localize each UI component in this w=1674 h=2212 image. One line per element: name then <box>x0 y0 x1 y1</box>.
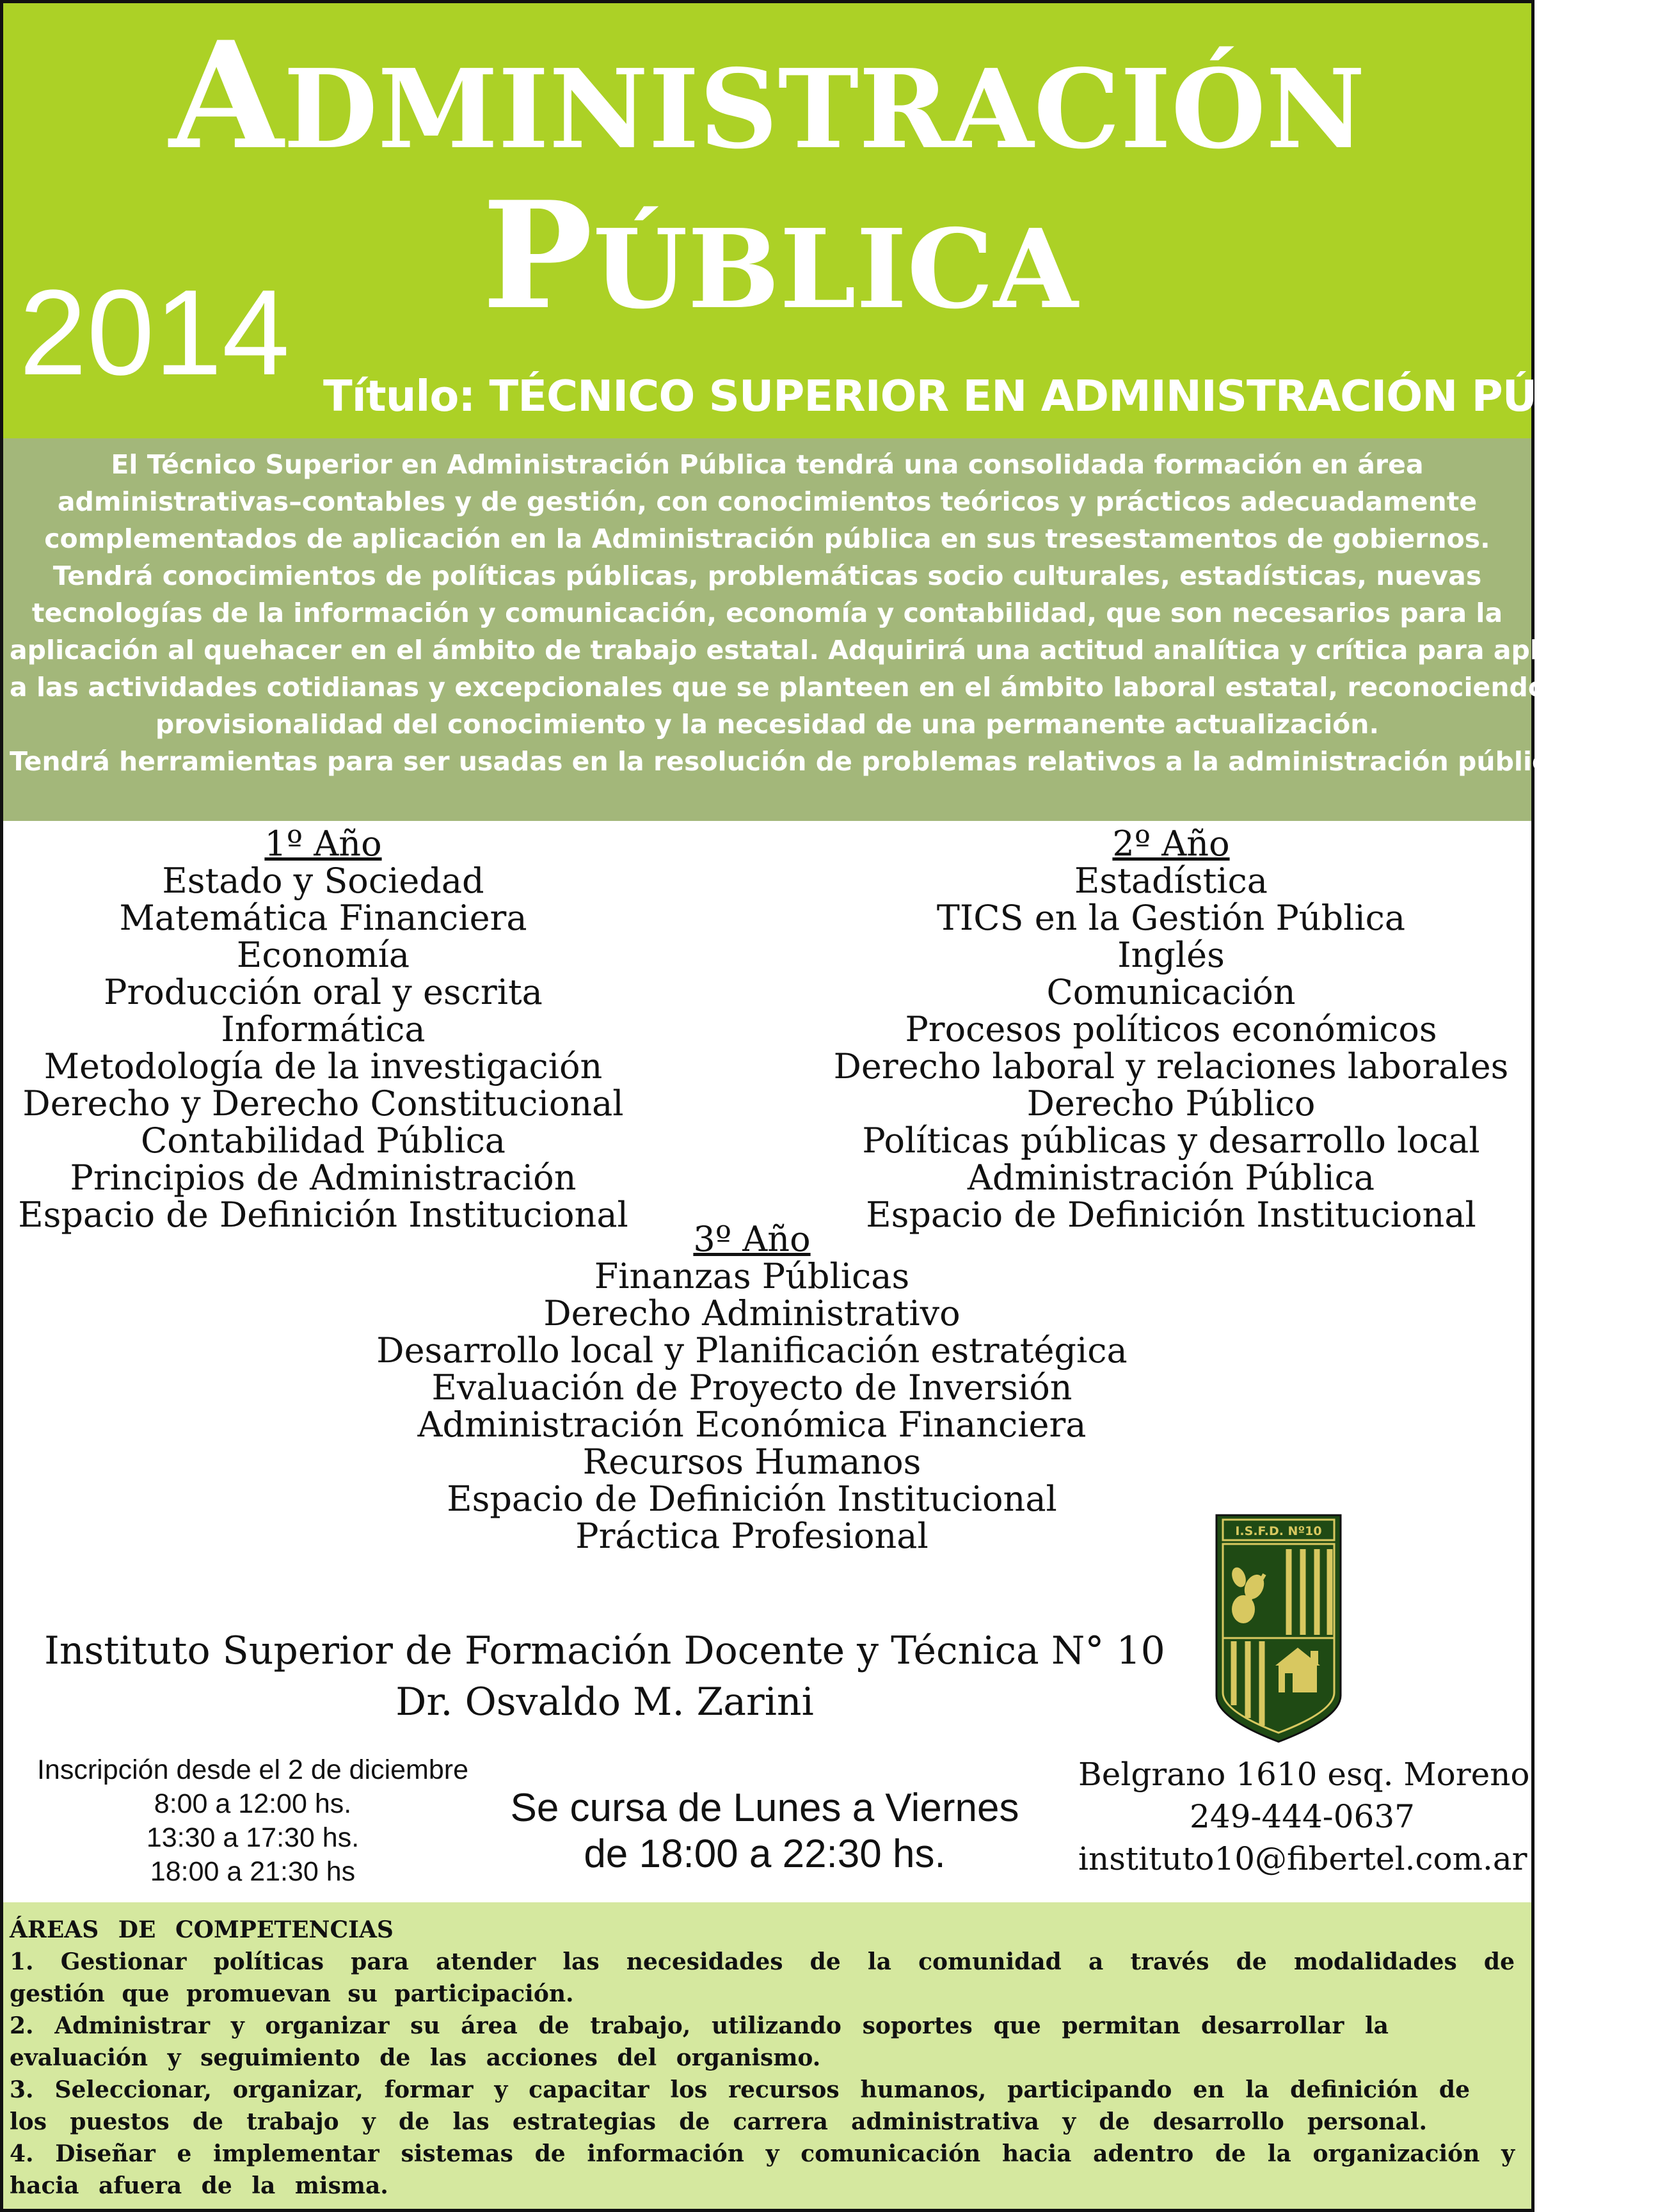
description-line: provisionalidad del conocimiento y la necesidad de una permanente actualización. <box>155 709 1380 740</box>
subject-item: Estadística <box>1074 861 1268 901</box>
competency-line: 3. Seleccionar, organizar, formar y capacitar los recursos humanos, participando en la definición de <box>10 2076 1470 2103</box>
inscription-line: 13:30 a 17:30 hs. <box>146 1822 360 1853</box>
competencies-heading: ÁREAS DE COMPETENCIAS <box>10 1916 394 1943</box>
schedule-days: Se cursa de Lunes a Viernes <box>510 1786 1019 1830</box>
inscription-line: Inscripción desde el 2 de diciembre <box>36 1754 469 1785</box>
schedule-hours: de 18:00 a 22:30 hs. <box>584 1832 946 1876</box>
contact-phone: 249-444-0637 <box>1190 1798 1415 1835</box>
subject-item: Espacio de Definición Institucional <box>18 1195 628 1235</box>
second-year-subjects <box>816 825 1526 1234</box>
institute-crest-icon <box>1215 1513 1343 1744</box>
subject-item: Recursos Humanos <box>582 1442 921 1482</box>
competency-line: gestión que promuevan su participación. <box>10 1980 574 2007</box>
inscription-line: 8:00 a 12:00 hs. <box>154 1788 352 1819</box>
subject-item: Matemática Financiera <box>119 898 527 938</box>
subject-item: Comunicación <box>1046 972 1296 1012</box>
title-text-2: PÚBLICA <box>482 170 1078 342</box>
subject-item: Principios de Administración <box>70 1158 577 1198</box>
subject-item: Políticas públicas y desarrollo local <box>862 1120 1480 1161</box>
description-line: El Técnico Superior en Administración Pública tendrá una consolidada formación en área <box>111 449 1424 480</box>
inscription-line: 18:00 a 21:30 hs <box>150 1856 356 1887</box>
subject-item: Espacio de Definición Institucional <box>866 1195 1476 1235</box>
subject-item: Inglés <box>1117 935 1225 975</box>
second-year-heading: 2º Año <box>1112 824 1230 864</box>
competency-line: 4. Diseñar e implementar sistemas de información y comunicación hacia adentro de la organización y <box>10 2140 1515 2167</box>
subject-item: Práctica Profesional <box>575 1516 929 1556</box>
subject-item: Derecho y Derecho Constitucional <box>22 1083 624 1124</box>
subject-item: Evaluación de Proyecto de Inversión <box>431 1367 1072 1408</box>
contact-block <box>1078 1753 1530 1880</box>
competency-line: 1. Gestionar políticas para atender las necesidades de la comunidad a través de modalidades de <box>10 1948 1515 1975</box>
subject-item: Derecho Público <box>1026 1083 1316 1124</box>
subject-item: Estado y Sociedad <box>162 861 484 901</box>
subject-item: Derecho Administrativo <box>543 1293 961 1333</box>
subject-item: Contabilidad Pública <box>140 1120 506 1161</box>
subject-item: Producción oral y escrita <box>104 972 543 1012</box>
year: 2014 <box>19 265 290 401</box>
institute-person: Dr. Osvaldo M. Zarini <box>395 1680 814 1724</box>
subject-item: Desarrollo local y Planificación estratégica <box>376 1330 1128 1371</box>
description-line: administrativas–contables y de gestión, con conocimientos teóricos y prácticos adecuadamente <box>57 486 1478 517</box>
inscription-block <box>10 1753 496 1889</box>
description-line: complementados de aplicación en la Administración pública en sus tresestamentos de gobiernos. <box>44 523 1490 554</box>
competency-line: 2. Administrar y organizar su área de trabajo, utilizando soportes que permitan desarrollar la <box>10 2012 1389 2039</box>
header-banner <box>3 3 1674 438</box>
third-year-heading: 3º Año <box>693 1219 811 1259</box>
subject-item: Administración Económica Financiera <box>417 1404 1087 1445</box>
subject-item: Finanzas Públicas <box>594 1256 910 1296</box>
crest-shield <box>1216 1515 1341 1742</box>
first-year-heading: 1º Año <box>264 824 382 864</box>
subject-item: Administración Pública <box>967 1158 1375 1198</box>
schedule-block <box>483 1785 1046 1877</box>
first-year-subjects <box>3 825 643 1234</box>
description-line: tecnologías de la información y comunicación, economía y contabilidad, que son necesarios para la <box>31 598 1503 628</box>
subject-item: Informática <box>221 1009 426 1049</box>
third-year-subjects <box>298 1221 1206 1555</box>
subject-item: Economía <box>236 935 410 975</box>
degree-title: Título: TÉCNICO SUPERIOR EN ADMINISTRACIÓN PÚBLICA <box>323 371 1674 421</box>
subject-item: Derecho laboral y relaciones laborales <box>833 1046 1509 1086</box>
subject-item: Metodología de la investigación <box>44 1046 603 1086</box>
description-line: Tendrá herramientas para ser usadas en la resolución de problemas relativos a la administración pública. <box>10 746 1575 777</box>
competencies-text <box>10 1914 1515 2202</box>
contact-address: Belgrano 1610 esq. Moreno <box>1078 1756 1530 1793</box>
title-text-1: ADMINISTRACIÓN <box>169 10 1366 182</box>
crest-label: I.S.F.D. Nº10 <box>1235 1524 1322 1538</box>
description-line: aplicación al quehacer en el ámbito de trabajo estatal. Adquirirá una actitud analítica y crítica para aplicar <box>10 635 1595 665</box>
competency-line: evaluación y seguimiento de las acciones del organismo. <box>10 2044 821 2071</box>
competency-line: los puestos de trabajo y de las estrategias de carrera administrativa y de desarrollo personal. <box>10 2108 1427 2135</box>
description-text <box>10 446 1595 780</box>
description-line: a las actividades cotidianas y excepcionales que se planteen en el ámbito laboral estatal, reconociendo la <box>10 672 1582 703</box>
description-line: Tendrá conocimientos de políticas públicas, problemáticas socio culturales, estadísticas, nuevas <box>52 561 1482 591</box>
contact-email[interactable]: instituto10@fibertel.com.ar <box>1078 1840 1527 1877</box>
subject-item: Procesos políticos económicos <box>905 1009 1437 1049</box>
institute-name: Instituto Superior de Formación Docente y Técnica N° 10 <box>44 1628 1165 1673</box>
institute-block <box>3 1625 1206 1728</box>
competencies-band <box>3 1902 1531 2209</box>
subject-item: Espacio de Definición Institucional <box>447 1479 1057 1519</box>
description-band <box>3 438 1595 821</box>
subject-item: TICS en la Gestión Pública <box>936 898 1406 938</box>
competency-line: hacia afuera de la misma. <box>10 2172 388 2199</box>
title-line-1 <box>3 10 1531 182</box>
